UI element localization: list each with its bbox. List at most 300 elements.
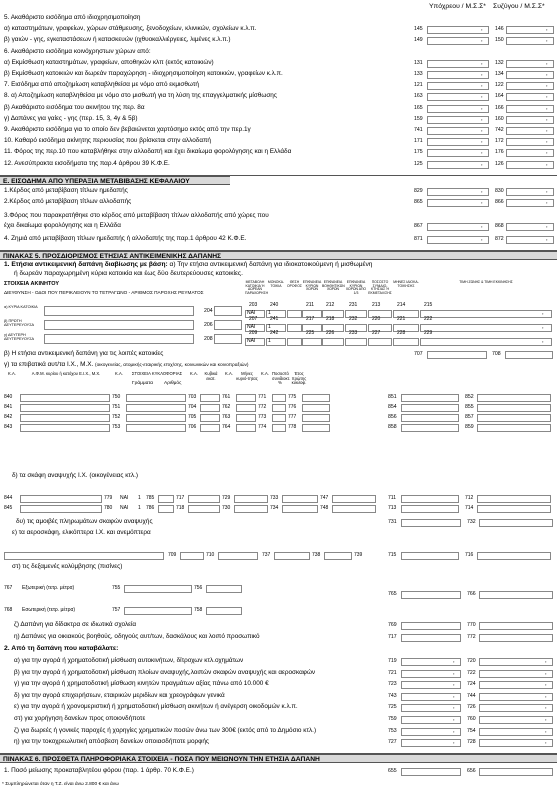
- boat-crew-spouse-field[interactable]: [479, 519, 553, 527]
- income-row-decimal1: ,: [481, 115, 483, 122]
- pools-code2: 766: [467, 591, 476, 597]
- income-row-decimal2: ,: [546, 115, 548, 122]
- boat-field[interactable]: [188, 495, 220, 503]
- misc-spouse-field[interactable]: [479, 622, 553, 630]
- cars-subheader: Γράμματα: [132, 381, 154, 386]
- purchase-row-spouse-field[interactable]: [479, 716, 553, 724]
- boat-crew-row: [2, 518, 555, 528]
- capital-gains-row-label: 1.Κέρδος από μεταβίβαση τίτλων ημεδαπής: [4, 187, 128, 194]
- income-row-decimal1: ,: [481, 149, 483, 156]
- capital-gains-row-decimal1: ,: [481, 188, 483, 194]
- misc-payer-field[interactable]: [401, 622, 461, 630]
- boat-field[interactable]: [401, 505, 459, 513]
- boat-one[interactable]: 1: [138, 505, 141, 511]
- pool-field[interactable]: [124, 607, 192, 615]
- other-homes-spouse-field[interactable]: [505, 351, 553, 359]
- section-e-title: Ε. ΕΙΣΟΔΗΜΑ ΑΠΟ ΥΠΕΡΑΞΙΑ ΜΕΤΑΒΙΒΑΣΗΣ ΚΕΦΑΛΑΙΟΥ: [0, 176, 230, 185]
- pool-field[interactable]: [206, 607, 242, 615]
- income-row-payer-field[interactable]: [427, 105, 489, 113]
- homes-column-header: ΕΠΙΦΑΝΕΙΑ ΒΟΗΘΗΤΙΚΩΝ ΧΩΡΩΝ: [322, 280, 345, 292]
- cars-column-header: Κυβικά εκατ.: [204, 371, 218, 381]
- home-yes-option[interactable]: ΝΑΙ: [247, 324, 256, 330]
- income-row: [2, 92, 555, 102]
- home-field[interactable]: [368, 338, 392, 346]
- purchase-row-label: η) για την τοκοχρεωλυτική απόσβεση δανείων οποιασδήποτε μορφής: [14, 738, 209, 746]
- pools-label: στ) τις δεξαμενές κολύμβησης (πισίνες): [12, 563, 123, 570]
- boat-field[interactable]: [401, 495, 459, 503]
- income-row-decimal2: ,: [546, 71, 548, 77]
- purchase-row-payer-field[interactable]: [401, 728, 461, 736]
- car-payer-field[interactable]: [401, 404, 459, 412]
- purchase-row-label: ζ) για δωρεές ή γονικές παροχές ή χορηγίες χρηματικών ποσών άνω των 300€ (εκτός από το Δημόσιο κτλ.): [14, 726, 317, 734]
- capital-gains-row-code1: 865: [414, 199, 423, 205]
- boat-nai[interactable]: ΝΑΙ: [120, 505, 129, 511]
- income-row-code1: 145: [414, 26, 423, 33]
- car-spouse-field[interactable]: [477, 424, 551, 432]
- car-code: 778: [288, 424, 297, 430]
- boat-crew-payer-field[interactable]: [401, 519, 461, 527]
- boat-c4: 718: [176, 505, 185, 511]
- capital-gains-row-code1: 867: [414, 223, 423, 229]
- homes-column-header: ΜΕΤΑΒΟΛΗ ΚΑΤΟΙΚΙΑ Ή ΔΩΡΕΑΝ ΠΑΡΑΧΩΡΗΣΗ: [245, 280, 269, 296]
- pool-row: [0, 605, 557, 617]
- income-row-label: 9. Ακαθάριστο εισόδημα για το οποίο δεν βεβαιώνεται χαρτόσημο εκτός από την περ.1γ: [4, 126, 251, 133]
- income-row-decimal1: ,: [481, 37, 483, 44]
- car-spouse-field[interactable]: [477, 394, 551, 402]
- car-field[interactable]: [126, 414, 186, 422]
- purchase-row: [2, 703, 555, 713]
- pools-total-row: [2, 590, 555, 600]
- car-code: 704: [188, 404, 197, 410]
- home-one-option[interactable]: 1: [268, 324, 271, 330]
- car-field[interactable]: [200, 394, 220, 402]
- table6-payer-field[interactable]: [401, 768, 461, 776]
- home-field-code: 228: [397, 330, 406, 336]
- cars-ka: 841: [4, 404, 13, 410]
- home-extra-field[interactable]: [214, 334, 242, 344]
- aircraft-fields: [0, 551, 557, 561]
- car-payer-field[interactable]: [401, 414, 459, 422]
- purchase-row-code2: 726: [467, 704, 476, 711]
- purchase-row-decimal2: ,: [545, 681, 547, 688]
- income-row-payer-field[interactable]: [427, 82, 489, 90]
- income-row: [2, 160, 555, 170]
- boat-c7: 747: [320, 495, 329, 501]
- boat-field[interactable]: [188, 505, 220, 513]
- car-field[interactable]: [236, 424, 256, 432]
- income-row-label: α) Εκμίσθωση καταστημάτων, γραφείων, αποθηκών κλπ (εκτός κατοικιών): [4, 58, 214, 66]
- aircraft-code: 710: [206, 552, 215, 558]
- purchase-row-spouse-field[interactable]: [479, 693, 553, 701]
- income-row-code2: 134: [495, 71, 504, 77]
- aircraft-field[interactable]: [4, 552, 164, 560]
- cars-column-header: Κ.Α.: [225, 371, 233, 376]
- income-row-payer-field[interactable]: [427, 149, 489, 157]
- purchase-row-payer-field[interactable]: [401, 716, 461, 724]
- boat-nai[interactable]: ΝΑΙ: [120, 495, 129, 501]
- car-field[interactable]: [200, 404, 220, 412]
- pool-code: 755: [112, 585, 121, 591]
- purchase-row-label: γ) για την αγορά ή χρηματοδοτική μίσθωση κινητών πραγμάτων αξίας πάνω από 10.000 €: [14, 680, 269, 688]
- capital-gains-row-decimal1: ,: [481, 236, 483, 242]
- car-field[interactable]: [126, 394, 186, 402]
- car-spouse-field[interactable]: [477, 404, 551, 412]
- car-row: [0, 413, 557, 423]
- purchase-row-spouse-field[interactable]: [479, 658, 553, 666]
- boat-c6: 734: [270, 505, 279, 511]
- pools-payer-field[interactable]: [401, 591, 461, 599]
- home-field[interactable]: [287, 338, 302, 346]
- capital-gains-row-payer-field[interactable]: [427, 199, 489, 207]
- section-divider: [0, 175, 557, 176]
- home-field[interactable]: [420, 310, 552, 318]
- purchase-row-code2: 728: [467, 739, 476, 746]
- misc-code1: 717: [388, 634, 397, 640]
- home-address-field[interactable]: [44, 306, 194, 316]
- boat-field[interactable]: [158, 495, 174, 503]
- car-code: 772: [258, 404, 267, 410]
- home-field[interactable]: [420, 338, 552, 346]
- table6-row: [2, 767, 555, 777]
- income-row: [2, 81, 555, 91]
- car-field[interactable]: [302, 404, 330, 412]
- misc-code2: 772: [467, 634, 476, 640]
- home-address-field[interactable]: [44, 334, 194, 344]
- home-field-code: 211: [306, 302, 314, 308]
- car-code: 706: [188, 424, 197, 430]
- table6-spouse-field[interactable]: [479, 768, 553, 776]
- home-field[interactable]: [393, 338, 419, 346]
- table6-code2: 656: [467, 768, 476, 774]
- home-row-name: β) ΠΡΩΤΗ ΔΕΥΤΕΡΕΥΟΥΣΑ: [4, 319, 35, 328]
- car-row: [0, 423, 557, 433]
- pool-code: 757: [112, 607, 121, 613]
- home-field[interactable]: [287, 310, 302, 318]
- aircraft-field[interactable]: [274, 552, 310, 560]
- purchase-row-decimal2: ,: [545, 739, 547, 746]
- home-extra-field[interactable]: [214, 320, 242, 330]
- home-field-code: 241: [270, 316, 279, 322]
- purchase-row-decimal1: ,: [453, 704, 455, 711]
- car-total-code2: 859: [465, 424, 474, 430]
- home-field[interactable]: [287, 324, 302, 332]
- pool-name: Εσωτερική (τετρ. μέτρα): [22, 607, 76, 613]
- home-extra-field[interactable]: [214, 306, 242, 316]
- boat-field[interactable]: [477, 505, 551, 513]
- income-row-code1: 163: [414, 93, 423, 100]
- car-payer-field[interactable]: [401, 424, 459, 432]
- home-one-option[interactable]: 1: [268, 338, 271, 344]
- income-row-decimal1: ,: [481, 26, 483, 33]
- income-row-label: 10. Καθαρό εισόδημα ακίνητης περιουσίας που βρίσκεται στην αλλοδαπή: [4, 137, 211, 145]
- car-field[interactable]: [126, 404, 186, 412]
- home-field-code: 212: [326, 302, 335, 308]
- boat-field[interactable]: [158, 505, 174, 513]
- home-field-code: 227: [372, 330, 381, 336]
- income-row-decimal1: ,: [481, 138, 483, 145]
- purchase-row-spouse-field[interactable]: [479, 704, 553, 712]
- home-one-option[interactable]: 1: [268, 310, 271, 316]
- purchase-row-code1: 727: [388, 739, 397, 746]
- car-field[interactable]: [272, 394, 286, 402]
- income-row-payer-field[interactable]: [427, 116, 489, 124]
- capital-gains-row-label: έχει δικαίωμα φορολόγησης και η Ελλάδα: [4, 222, 121, 229]
- car-field[interactable]: [200, 414, 220, 422]
- aircraft-code: 737: [262, 552, 271, 558]
- car-field[interactable]: [20, 404, 110, 412]
- cars-label: γ) τα επιβατικά αυτ/τα Ι.Χ., Μ.Χ.: [4, 361, 94, 368]
- purchase-row-spouse-field[interactable]: [479, 739, 553, 747]
- boat-c6: 733: [270, 495, 279, 501]
- income-row: [2, 126, 555, 136]
- cars-note: (οικογενείας, ατομικής-εταιρικής επιχ/σης, κοινωνικών και κοινοπραξιών): [95, 363, 249, 368]
- car-field[interactable]: [236, 414, 256, 422]
- income-row-code2: 146: [495, 26, 504, 33]
- home-field-code: 242: [270, 330, 279, 336]
- purchase-row-spouse-field[interactable]: [479, 728, 553, 736]
- car-field[interactable]: [272, 424, 286, 432]
- purchase-row-label: ε) για την αγορά ή χρονομεριστική ή χρηματοδοτική μίσθωση ακινήτων ή ανέγερση οικοδομών κ.λ.π.: [14, 703, 298, 711]
- boat-field[interactable]: [20, 505, 102, 513]
- car-code: 753: [112, 424, 121, 430]
- income-row-label: β) Εκμίσθωση κατοικιών και δωρεάν παραχώρηση - ιδιοχρησιμοποίηση κατοικιών, γραφείων κ.λ.π.: [4, 70, 283, 77]
- pools-spouse-field[interactable]: [479, 591, 553, 599]
- aircraft-field[interactable]: [477, 552, 551, 560]
- income-row: [2, 70, 555, 80]
- car-code: 750: [112, 394, 121, 400]
- purchase-row-label: δ) για την αγορά επιχειρήσεων, εταιρικών μεριδίων και χρεογράφων γενικά: [14, 691, 225, 699]
- income-row-decimal2: ,: [546, 26, 548, 33]
- aircraft-field[interactable]: [401, 552, 459, 560]
- capital-gains-row-payer-field[interactable]: [427, 223, 489, 231]
- car-code: 762: [222, 404, 231, 410]
- car-field[interactable]: [302, 394, 330, 402]
- car-code: 703: [188, 394, 197, 400]
- boat-field[interactable]: [332, 495, 376, 503]
- income-row-payer-field[interactable]: [427, 26, 489, 34]
- home-yes-option[interactable]: ΝΑΙ: [247, 310, 256, 316]
- homes-column-header: ΜΟΝΟΚΑ-ΤΟΙΚΙΑ: [267, 280, 285, 288]
- car-field[interactable]: [20, 414, 110, 422]
- capital-gains-row-code2: 830: [495, 188, 504, 194]
- home-yes-option[interactable]: ΝΑΙ: [247, 338, 256, 344]
- income-row: [2, 104, 555, 114]
- purchase-row-decimal2: ,: [545, 727, 547, 734]
- income-row-decimal1: ,: [481, 93, 483, 100]
- purchase-row-decimal1: ,: [453, 716, 455, 722]
- income-row-payer-field[interactable]: [427, 127, 489, 135]
- car-code: 761: [222, 394, 231, 400]
- purchase-row-code1: 723: [388, 681, 397, 688]
- home-field[interactable]: [322, 338, 344, 346]
- home-field-code: 221: [397, 316, 406, 322]
- misc-payer-field[interactable]: [401, 634, 461, 642]
- homes-column-header: ΘΕΣΗ ΟΡΟΦΟΣ: [287, 280, 302, 288]
- boat-row: [0, 494, 557, 504]
- capital-gains-row-label: 3.Φόρος που παρακρατήθηκε στο κέρδος από μεταβίβαση τίτλων αλλοδαπής από χώρες που: [4, 212, 269, 219]
- boat-field[interactable]: [20, 495, 102, 503]
- income-row-payer-field[interactable]: [427, 37, 489, 45]
- boat-field[interactable]: [234, 495, 268, 503]
- homes-column-header: ΜΗΝΕΣ ΙΔΙΟΚΑ-ΤΟΙΚΗΣΗΣ: [393, 280, 419, 288]
- purchase-row-payer-field[interactable]: [401, 670, 461, 678]
- home-field[interactable]: [420, 324, 552, 332]
- purchase-row: [2, 692, 555, 702]
- home-field-code: 240: [270, 302, 279, 308]
- income-row-payer-field[interactable]: [427, 71, 489, 79]
- cars-label-row: [4, 362, 248, 369]
- income-row-payer-field[interactable]: [427, 60, 489, 68]
- cars-ka: 843: [4, 424, 13, 430]
- home-field-code: 233: [349, 330, 358, 336]
- capital-gains-row-decimal1: ,: [481, 199, 483, 205]
- income-row-decimal1: ,: [481, 127, 483, 133]
- income-row-decimal1: ,: [481, 82, 483, 89]
- car-field[interactable]: [200, 424, 220, 432]
- other-homes-code2: 708: [492, 351, 501, 357]
- boat-field[interactable]: [282, 505, 318, 513]
- purchase-row: [2, 657, 555, 667]
- homes-column-header: ΕΠΙΦΑΝΕΙΑ ΚΥΡΙΩΝ ΧΩΡΩΝ: [302, 280, 322, 292]
- section-divider: [0, 753, 557, 754]
- purchase-row-decimal2: ,: [545, 716, 547, 722]
- car-field[interactable]: [126, 424, 186, 432]
- car-code: 777: [288, 414, 297, 420]
- cars-ka: 840: [4, 394, 13, 400]
- boat-field[interactable]: [234, 505, 268, 513]
- home-address-code: 208: [204, 336, 213, 342]
- car-total-code1: 851: [388, 394, 397, 400]
- car-code: 776: [288, 404, 297, 410]
- car-field[interactable]: [272, 404, 286, 412]
- car-field[interactable]: [272, 414, 286, 422]
- table5-intro-bold: 1. Ετήσια αντικειμενική δαπάνη διαβίωσης με βάση:: [4, 261, 168, 268]
- car-field[interactable]: [236, 394, 256, 402]
- home-field[interactable]: [302, 338, 322, 346]
- column-header-spouse: Συζύγου / Μ.Σ.Σ*: [493, 3, 545, 10]
- boat-field[interactable]: [282, 495, 318, 503]
- home-address-field[interactable]: [44, 320, 194, 330]
- boat-field[interactable]: [332, 505, 376, 513]
- other-homes-payer-field[interactable]: [427, 351, 487, 359]
- income-row-code1: 131: [414, 59, 423, 66]
- capital-gains-row: [2, 212, 555, 222]
- income-section-label: 5. Ακαθάριστο εισόδημα από ιδιοχρησιμοποίηση: [4, 14, 141, 21]
- income-row: [2, 137, 555, 147]
- purchase-row: [2, 715, 555, 725]
- table5-intro: [4, 262, 372, 269]
- capital-gains-row-code1: 871: [414, 236, 423, 242]
- income-row-decimal2: ,: [546, 82, 548, 89]
- purchase-row: [2, 680, 555, 690]
- homes-column-header: ΕΠΙΦΑΝΕΙΑ ΚΥΡΙΩΝ ΧΩΡΩΝ ΑΠΟ 1/3: [345, 280, 367, 296]
- aircraft-field[interactable]: [324, 552, 352, 560]
- car-field[interactable]: [302, 424, 330, 432]
- boat-c8: 711: [388, 495, 396, 501]
- pools-code1: 765: [388, 591, 397, 597]
- purchase-row-spouse-field[interactable]: [479, 681, 553, 689]
- purchase-row-code1: 725: [388, 704, 397, 711]
- purchase-row-payer-field[interactable]: [401, 693, 461, 701]
- boat-ka: 844: [4, 495, 13, 501]
- table6-code1: 655: [388, 768, 397, 774]
- boat-crew-label: δυ) τις αμοιβές πληρωμάτων σκαφών αναψυχής: [16, 518, 153, 525]
- car-code: 773: [258, 414, 267, 420]
- car-field[interactable]: [236, 404, 256, 412]
- purchase-row-spouse-field[interactable]: [479, 670, 553, 678]
- capital-gains-row-payer-field[interactable]: [427, 188, 489, 196]
- income-row-code1: 171: [414, 138, 423, 145]
- income-row-code2: 132: [495, 59, 504, 66]
- car-field[interactable]: [20, 394, 110, 402]
- aircraft-field[interactable]: [218, 552, 258, 560]
- income-row: [2, 36, 555, 46]
- car-field[interactable]: [302, 414, 330, 422]
- income-row-decimal2: ,: [546, 149, 548, 156]
- car-payer-field[interactable]: [401, 394, 459, 402]
- purchase-row-decimal1: ,: [453, 739, 455, 746]
- purchase-row-payer-field[interactable]: [401, 704, 461, 712]
- misc-spouse-field[interactable]: [479, 634, 553, 642]
- purchase-row-payer-field[interactable]: [401, 658, 461, 666]
- homes-column-header: ΤΙΜΗ ΖΩΝΗΣ & ΤΙΜΗ ΕΚΚΙΝΗΣΗΣ: [459, 280, 513, 284]
- car-row: [0, 393, 557, 403]
- home-field[interactable]: [345, 338, 367, 346]
- income-row-decimal2: ,: [546, 93, 548, 100]
- purchase-row-decimal2: ,: [545, 692, 547, 699]
- misc-row: [2, 633, 555, 643]
- boat-c5: 730: [222, 505, 231, 511]
- boat-field[interactable]: [477, 495, 551, 503]
- income-row-payer-field[interactable]: [427, 161, 489, 169]
- purchase-row-payer-field[interactable]: [401, 739, 461, 747]
- home-field-code: 203: [249, 302, 258, 308]
- capital-gains-row: [2, 187, 555, 197]
- income-row: [2, 148, 555, 158]
- home-row-name: γ) ΔΕΥΤΕΡΗ ΔΕΥΤΕΡΕΥΟΥΣΑ: [4, 333, 35, 342]
- car-total-code2: 852: [465, 394, 474, 400]
- cars-column-header: Έτος πρώτης κυκλοφ.: [291, 371, 307, 386]
- boats-label: δ) τα σκάφη αναψυχής Ι.Χ. (οικογένειας κτλ.): [12, 472, 139, 479]
- misc-row-label: ζ) Δαπάνη για δίδακτρα σε ιδιωτικά σχολεία: [14, 621, 137, 628]
- aircraft-field[interactable]: [180, 552, 204, 560]
- car-total-code2: 855: [465, 404, 474, 410]
- home-field-code: 207: [249, 316, 258, 322]
- income-row-payer-field[interactable]: [427, 93, 489, 101]
- car-field[interactable]: [20, 424, 110, 432]
- home-field-code: 222: [424, 316, 433, 322]
- car-spouse-field[interactable]: [477, 414, 551, 422]
- car-code: 771: [258, 394, 267, 400]
- boat-one[interactable]: 1: [138, 495, 141, 501]
- purchase-row-payer-field[interactable]: [401, 681, 461, 689]
- car-code: 751: [112, 404, 121, 410]
- income-row-label: 12. Ανεσύπρακτα εισοδήματα της παρ.4 άρθρου 39 Κ.Φ.Ε.: [4, 159, 170, 167]
- home-address-code: 204: [204, 308, 213, 314]
- income-row-decimal2: ,: [546, 104, 548, 111]
- misc-row-label: η) Δαπάνες για οικιακούς βοηθούς, οδηγούς αυτ/των, δασκάλους και λοιπό προσωπικό: [14, 633, 260, 640]
- cars-ka: 842: [4, 414, 13, 420]
- purchase-row-decimal1: ,: [453, 669, 455, 676]
- boat-row: [0, 504, 557, 514]
- home-decimal: ,: [542, 310, 544, 316]
- purchase-row-code2: 720: [467, 658, 476, 664]
- income-row: [2, 25, 555, 35]
- purchase-row-code2: 722: [467, 669, 476, 676]
- income-row-label: 11. Φόρος της περ.10 που καταβλήθηκε στην αλλοδαπή και έχει δικαίωμα φορολόγησης και η Ελλάδα: [4, 148, 292, 156]
- capital-gains-row-payer-field[interactable]: [427, 236, 489, 244]
- income-row-payer-field[interactable]: [427, 138, 489, 146]
